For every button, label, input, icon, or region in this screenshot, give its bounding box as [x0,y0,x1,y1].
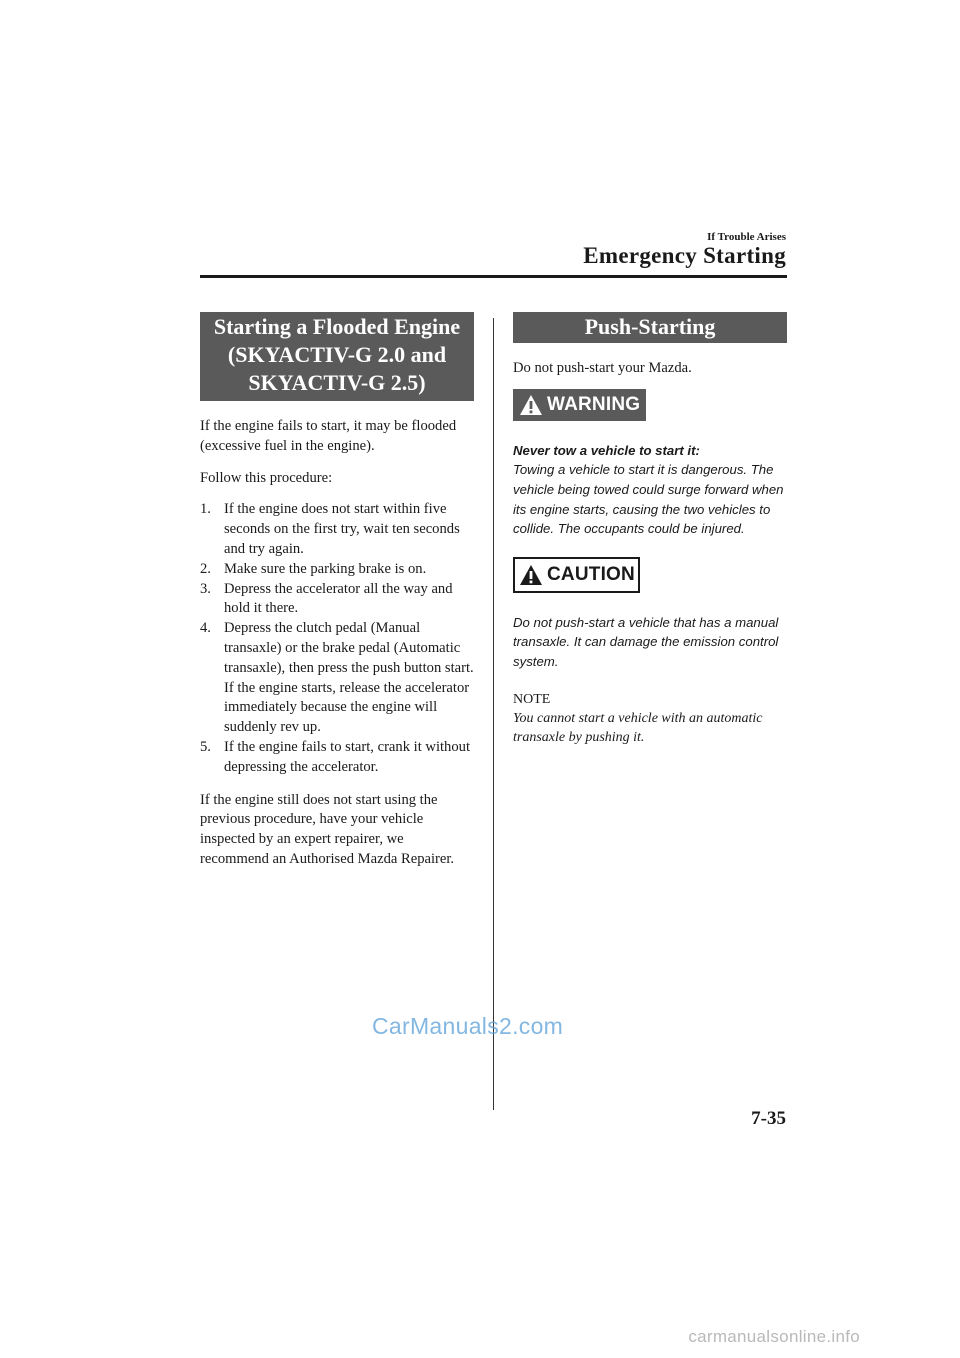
step-text: If the engine fails to start, crank it without depressing the accelerator. [224,738,470,775]
heading-line-1: Starting a Flooded Engine [213,314,461,339]
caution-badge [513,557,640,593]
step-text: Make sure the parking brake is on. [224,560,427,577]
warning-title: Never tow a vehicle to start it: [513,442,700,458]
procedure-steps [200,500,474,777]
step-item [200,738,474,778]
heading-line-2: (SKYACTIV-G 2.0 and [227,342,447,367]
warning-label: WARNING [547,393,641,415]
heading-line-3: SKYACTIV-G 2.5) [248,370,426,395]
procedure-label: Follow this procedure: [200,469,333,486]
step-text: Depress the clutch pedal (Manual transaxle) or the brake pedal (Automatic transaxle), then press the push button start. If the engine starts, release the accelerator immediately because the engine will suddenly rev up. [224,620,474,736]
caution-label: CAUTION [547,563,635,585]
caution-triangle-icon [519,564,543,586]
step-number: 3. [200,580,211,597]
warning-text-block [513,441,787,539]
warning-triangle-icon [519,394,543,416]
right-column [513,312,787,748]
step-number: 5. [200,738,211,755]
step-item [200,560,474,580]
note-text: You cannot start a vehicle with an automatic transaxle by pushing it. [513,710,763,746]
closing-paragraph: If the engine still does not start using the previous procedure, have your vehicle inspected by an expert repairer, we recommend an Authorised Mazda Repairer. [200,791,455,867]
header-chapter-title: Emergency Starting [583,243,786,268]
watermark-logo: CarManuals2.com [372,1013,564,1039]
step-number: 2. [200,560,211,577]
header-section-label: If Trouble Arises [707,231,786,243]
warning-badge [513,389,646,421]
step-item [200,619,474,738]
flooded-intro: If the engine fails to start, it may be flooded (excessive fuel in the engine). [200,418,457,454]
header-rule [200,275,787,278]
column-divider [493,318,494,1110]
step-number: 4. [200,620,211,637]
step-text: If the engine does not start within five seconds on the first try, wait ten seconds and try again. [224,501,460,557]
step-number: 1. [200,501,211,518]
flooded-engine-heading [200,312,474,401]
step-item [200,500,474,559]
warning-text: Towing a vehicle to start it is dangerous. The vehicle being towed could surge forward when its engine starts, causing the two vehicles to collide. The occupants could be injured. [513,462,784,537]
step-text: Depress the accelerator all the way and hold it there. [224,580,453,617]
page-number: 7-35 [751,1108,786,1129]
push-start-intro: Do not push-start your Mazda. [513,360,692,376]
left-column [200,312,474,870]
note-label: NOTE [513,691,551,707]
caution-text: Do not push-start a vehicle that has a manual transaxle. It can damage the emission control system. [513,614,779,669]
step-item [200,580,474,620]
footer-site-url: carmanualsonline.info [688,1327,860,1346]
push-starting-heading: Push-Starting [513,312,787,343]
